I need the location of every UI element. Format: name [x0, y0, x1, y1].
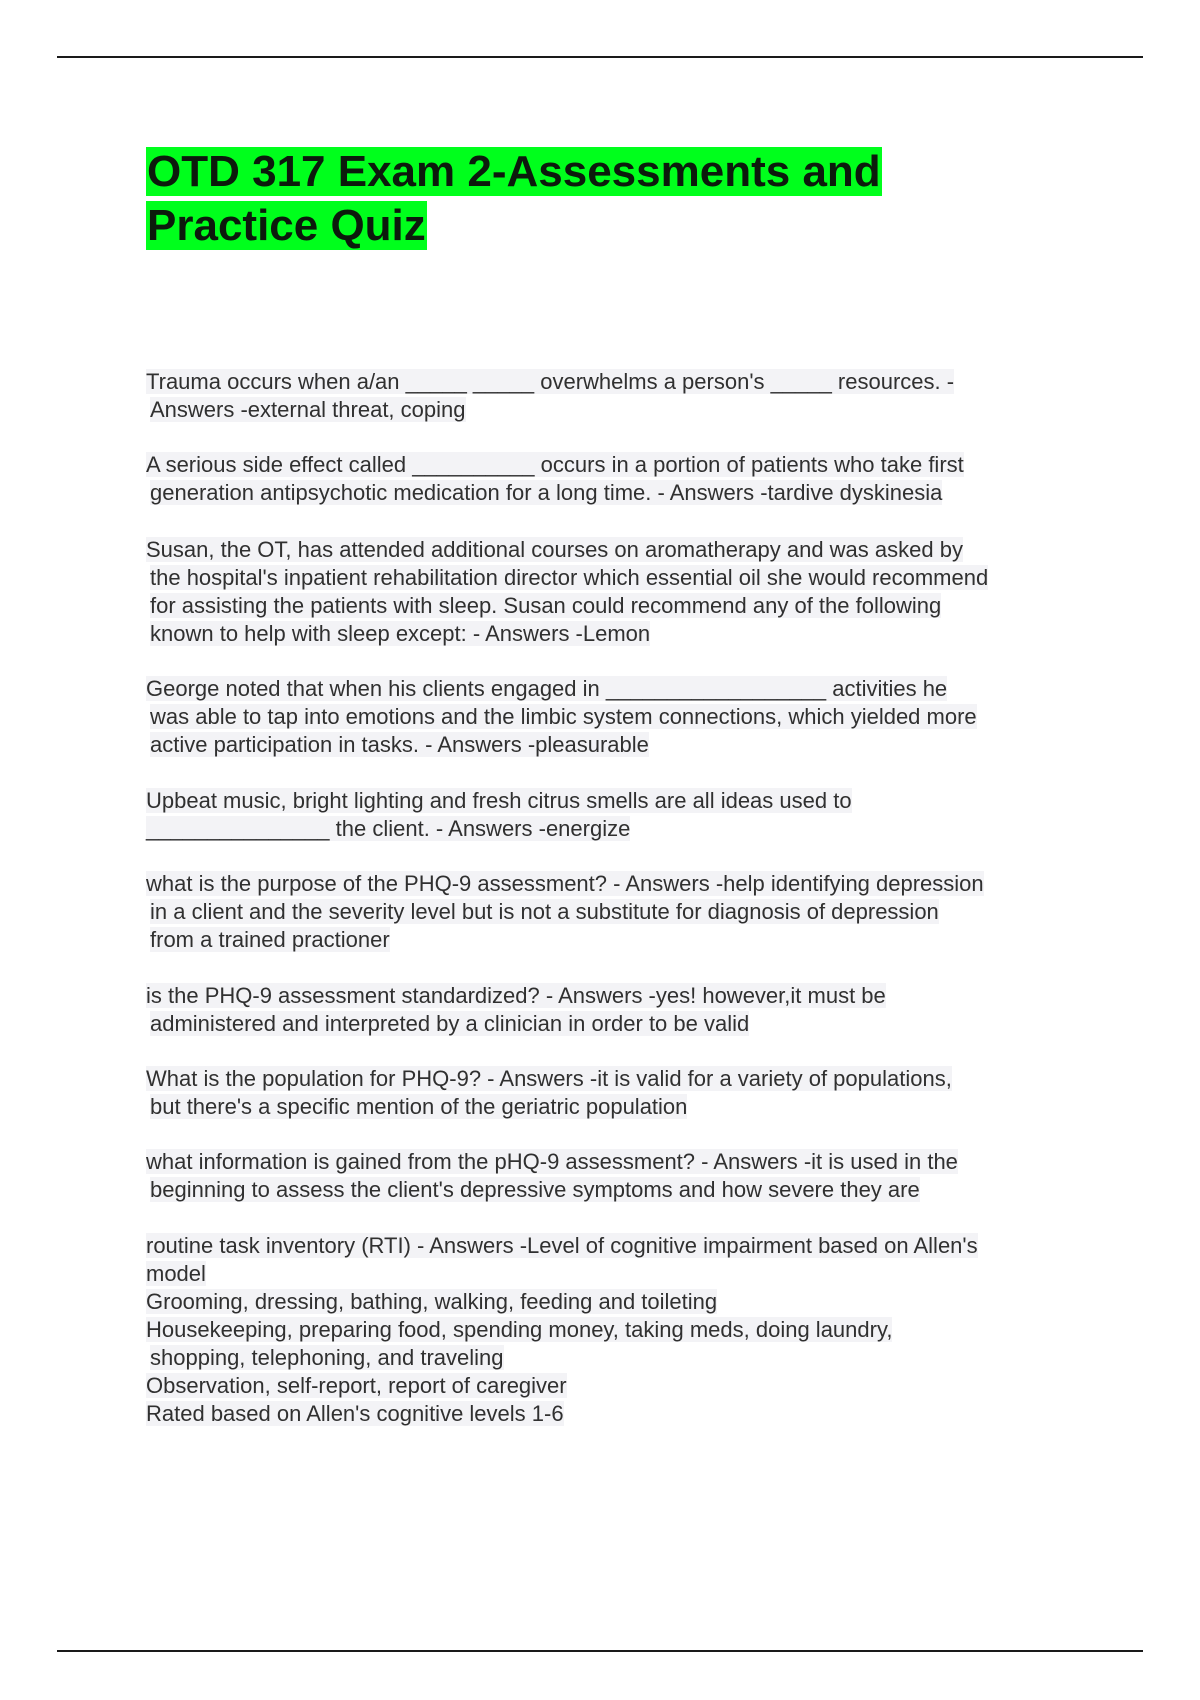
qa-block-side-effect: [146, 451, 1096, 507]
qa-line: administered and interpreted by a clinician in order to be valid: [150, 1011, 750, 1036]
qa-block-phq9-information: [146, 1148, 1096, 1204]
qa-line: known to help with sleep except: - Answers -Lemon: [150, 621, 651, 646]
qa-line: the hospital's inpatient rehabilitation director which essential oil she would recommend: [150, 565, 989, 590]
qa-line: what is the purpose of the PHQ-9 assessment? - Answers -help identifying depression: [146, 871, 984, 896]
page-title: [146, 145, 882, 253]
qa-line: Grooming, dressing, bathing, walking, feeding and toileting: [146, 1289, 718, 1314]
qa-line: active participation in tasks. - Answers -pleasurable: [150, 732, 649, 757]
qa-line: George noted that when his clients engaged in __________________ activities he: [146, 676, 948, 701]
page-title-line-1: OTD 317 Exam 2-Assessments and: [147, 147, 881, 196]
qa-line: is the PHQ-9 assessment standardized? - Answers -yes! however,it must be: [146, 983, 886, 1008]
qa-line: generation antipsychotic medication for a long time. - Answers -tardive dyskinesia: [150, 480, 943, 505]
qa-line: Answers -external threat, coping: [150, 397, 466, 422]
qa-line: model: [146, 1261, 206, 1286]
qa-block-trauma: [146, 368, 1096, 424]
qa-line: _______________ the client. - Answers -energize: [146, 816, 631, 841]
qa-line: A serious side effect called __________ occurs in a portion of patients who take first: [146, 452, 964, 477]
qa-line: Susan, the OT, has attended additional courses on aromatherapy and was asked by: [146, 537, 963, 562]
qa-block-phq9-purpose: [146, 870, 1096, 954]
top-rule: [57, 56, 1143, 58]
qa-line: Observation, self-report, report of caregiver: [146, 1373, 567, 1398]
page-title-line-2: Practice Quiz: [147, 201, 426, 250]
qa-line: from a trained practioner: [150, 927, 390, 952]
qa-line: was able to tap into emotions and the limbic system connections, which yielded more: [150, 704, 977, 729]
qa-line: but there's a specific mention of the geriatric population: [150, 1094, 688, 1119]
qa-block-phq9-standardized: [146, 982, 1096, 1038]
qa-line: in a client and the severity level but is not a substitute for diagnosis of depression: [150, 899, 939, 924]
qa-line: Rated based on Allen's cognitive levels 1-6: [146, 1401, 564, 1426]
qa-block-aromatherapy: [146, 536, 1096, 648]
qa-block-phq9-population: [146, 1065, 1096, 1121]
qa-line: beginning to assess the client's depressive symptoms and how severe they are: [150, 1177, 920, 1202]
qa-line: shopping, telephoning, and traveling: [150, 1345, 504, 1370]
qa-line: What is the population for PHQ-9? - Answers -it is valid for a variety of populations,: [146, 1066, 952, 1091]
qa-line: Housekeeping, preparing food, spending money, taking meds, doing laundry,: [146, 1317, 893, 1342]
qa-line: routine task inventory (RTI) - Answers -Level of cognitive impairment based on Allen's: [146, 1233, 978, 1258]
qa-block-energize: [146, 787, 1096, 843]
bottom-rule: [57, 1650, 1143, 1652]
qa-line: for assisting the patients with sleep. Susan could recommend any of the following: [150, 593, 942, 618]
qa-line: Upbeat music, bright lighting and fresh citrus smells are all ideas used to: [146, 788, 852, 813]
qa-line: what information is gained from the pHQ-9 assessment? - Answers -it is used in the: [146, 1149, 958, 1174]
qa-block-pleasurable: [146, 675, 1096, 759]
qa-line: Trauma occurs when a/an _____ _____ overwhelms a person's _____ resources. -: [146, 369, 955, 394]
qa-block-rti: [146, 1232, 1096, 1428]
